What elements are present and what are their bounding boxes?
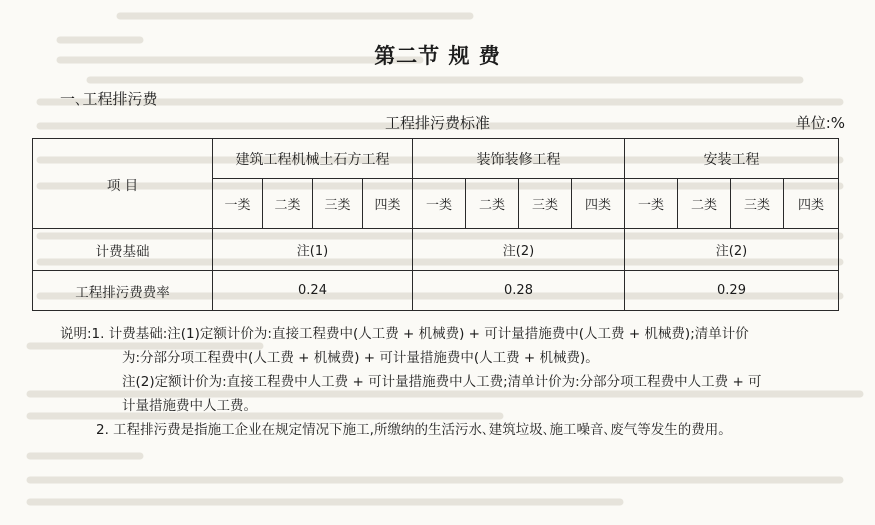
rate-cell: 0.24 xyxy=(213,271,413,311)
class-cell: 二类 xyxy=(678,179,731,229)
group-header-cell: 建筑工程机械土石方工程 xyxy=(213,139,413,179)
class-cell: 四类 xyxy=(363,179,413,229)
subsection-title: 一､工程排污费 xyxy=(60,90,158,108)
basis-cell: 注(2) xyxy=(625,229,839,271)
class-cell: 二类 xyxy=(263,179,313,229)
group-header-cell: 安装工程 xyxy=(625,139,839,179)
section-title: 第二节 规 费 xyxy=(374,43,501,68)
pollution-fee-table xyxy=(32,138,839,311)
table-title: 工程排污费标准 xyxy=(384,114,490,132)
class-cell: 一类 xyxy=(213,179,263,229)
rate-label-cell: 工程排污费费率 xyxy=(33,271,213,311)
table-unit: 单位:% xyxy=(795,114,845,132)
rate-cell: 0.29 xyxy=(625,271,839,311)
class-cell: 三类 xyxy=(313,179,363,229)
basis-cell: 注(1) xyxy=(213,229,413,271)
basis-cell: 注(2) xyxy=(413,229,625,271)
class-cell: 四类 xyxy=(572,179,625,229)
notes-section xyxy=(60,322,850,442)
rate-cell: 0.28 xyxy=(413,271,625,311)
note-line: 说明:1. 计费基础:注(1)定额计价为:直接工程费中(人工费 + 机械费) + 可计量措施费中(人工费 + 机械费);清单计价 xyxy=(60,326,749,342)
group-header-cell: 装饰装修工程 xyxy=(413,139,625,179)
table-header-row xyxy=(33,139,839,179)
note-line: 计量措施费中人工费｡ xyxy=(122,398,251,414)
row-header-cell: 项 目 xyxy=(33,139,213,229)
table-row xyxy=(33,271,839,311)
table-row xyxy=(33,229,839,271)
class-cell: 一类 xyxy=(625,179,678,229)
note-line: 2. 工程排污费是指施工企业在规定情况下施工,所缴纳的生活污水､建筑垃圾､施工噪音､废气等发生的费用｡ xyxy=(96,422,725,438)
class-cell: 一类 xyxy=(413,179,466,229)
class-cell: 三类 xyxy=(519,179,572,229)
class-cell: 三类 xyxy=(731,179,784,229)
note-line: 注(2)定额计价为:直接工程费中人工费 + 可计量措施费中人工费;清单计价为:分部分项工程费中人工费 + 可 xyxy=(122,374,762,390)
basis-label-cell: 计费基础 xyxy=(33,229,213,271)
note-line: 为:分部分项工程费中(人工费 + 机械费) + 可计量措施费中(人工费 + 机械费)｡ xyxy=(122,350,593,366)
class-cell: 四类 xyxy=(784,179,839,229)
class-cell: 二类 xyxy=(466,179,519,229)
